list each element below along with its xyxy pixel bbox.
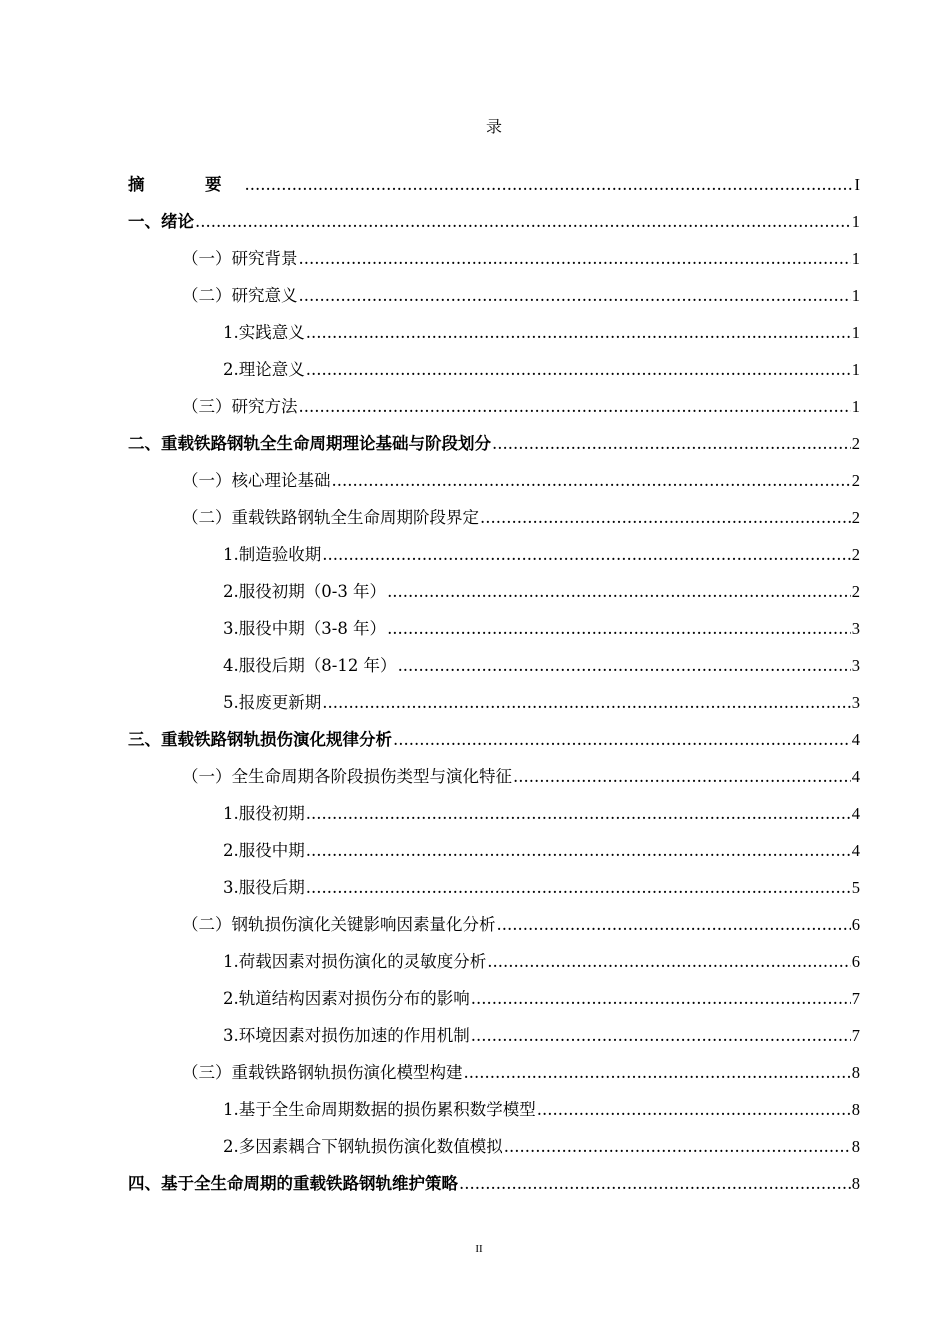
toc-entry[interactable] — [128, 980, 860, 1017]
toc-entry-label: 4.服役后期（8-12 年） — [223, 656, 397, 675]
toc-leader-dots — [299, 240, 851, 277]
toc-entry-label: 3.服役中期（3-8 年） — [223, 619, 387, 638]
toc-entry-label: 3.环境因素对损伤加速的作用机制 — [223, 1026, 470, 1045]
toc-entry-label: 1.服役初期 — [223, 804, 305, 823]
toc-entry-page: 6 — [851, 952, 860, 971]
toc-leader-dots — [464, 1054, 851, 1091]
toc-entry-page: 4 — [851, 804, 860, 823]
toc-entry-page: 2 — [851, 434, 860, 453]
toc-entry-page: 3 — [851, 656, 860, 675]
toc-entry[interactable] — [128, 1165, 860, 1202]
toc-entry-page: 3 — [851, 693, 860, 712]
toc-entry-page: 1 — [851, 286, 860, 305]
toc-entry[interactable] — [128, 388, 860, 425]
toc-entry-label: 一、绪论 — [128, 212, 194, 231]
toc-entry-page: 8 — [851, 1137, 860, 1156]
toc-entry[interactable] — [128, 610, 860, 647]
toc-entry-label: 5.报废更新期 — [223, 693, 322, 712]
toc-entry[interactable] — [128, 906, 860, 943]
toc-entry-page: 2 — [851, 582, 860, 601]
toc-entry-page: 1 — [851, 249, 860, 268]
toc-entry-label: （三）研究方法 — [182, 397, 298, 416]
toc-leader-dots — [393, 721, 851, 758]
table-of-contents — [128, 166, 860, 1202]
toc-entry[interactable] — [128, 721, 860, 758]
toc-leader-dots — [497, 906, 851, 943]
toc-leader-dots — [306, 314, 851, 351]
toc-entry[interactable] — [128, 943, 860, 980]
toc-entry-label: 2.轨道结构因素对损伤分布的影响 — [223, 989, 470, 1008]
toc-entry-label: 四、基于全生命周期的重载铁路钢轨维护策略 — [128, 1174, 458, 1193]
toc-entry[interactable] — [128, 1091, 860, 1128]
toc-leader-dots — [195, 203, 851, 240]
toc-entry[interactable] — [128, 869, 860, 906]
toc-entry-page: 1 — [851, 397, 860, 416]
toc-leader-dots — [459, 1165, 851, 1202]
toc-leader-dots — [299, 388, 851, 425]
toc-entry-label: （三）重载铁路钢轨损伤演化模型构建 — [182, 1063, 463, 1082]
toc-entry-label: （一）核心理论基础 — [182, 471, 331, 490]
toc-entry-label: （二）研究意义 — [182, 286, 298, 305]
toc-entry-label: （一）研究背景 — [182, 249, 298, 268]
toc-entry-page: 7 — [851, 1026, 860, 1045]
toc-entry[interactable] — [128, 1017, 860, 1054]
toc-entry-page: 2 — [851, 545, 860, 564]
toc-entry-label: 2.服役中期 — [223, 841, 305, 860]
toc-entry[interactable] — [128, 462, 860, 499]
toc-entry[interactable] — [128, 203, 860, 240]
toc-entry[interactable] — [128, 795, 860, 832]
toc-leader-dots — [398, 647, 851, 684]
toc-entry-label: 摘 要 — [128, 175, 244, 194]
toc-entry-page: 6 — [851, 915, 860, 934]
toc-entry-label: 2.理论意义 — [223, 360, 305, 379]
toc-leader-dots — [306, 795, 851, 832]
toc-leader-dots — [513, 758, 851, 795]
toc-entry-page: 1 — [851, 323, 860, 342]
page-number-footer: II — [475, 1243, 483, 1255]
toc-entry-label: 2.服役初期（0-3 年） — [223, 582, 387, 601]
toc-entry-label: 2.多因素耦合下钢轨损伤演化数值模拟 — [223, 1137, 503, 1156]
toc-entry-label: （二）钢轨损伤演化关键影响因素量化分析 — [182, 915, 496, 934]
toc-entry-label: （一）全生命周期各阶段损伤类型与演化特征 — [182, 767, 512, 786]
toc-leader-dots — [387, 573, 851, 610]
toc-entry-page: 2 — [851, 471, 860, 490]
toc-entry-page: 4 — [851, 841, 860, 860]
toc-entry[interactable] — [128, 499, 860, 536]
toc-entry[interactable] — [128, 684, 860, 721]
toc-leader-dots — [306, 869, 851, 906]
toc-entry[interactable] — [128, 351, 860, 388]
toc-leader-dots — [471, 980, 851, 1017]
toc-leader-dots — [492, 425, 851, 462]
toc-entry-page: 4 — [851, 730, 860, 749]
toc-entry[interactable] — [128, 240, 860, 277]
toc-entry[interactable] — [128, 1054, 860, 1091]
toc-entry-label: （二）重载铁路钢轨全生命周期阶段界定 — [182, 508, 479, 527]
toc-leader-dots — [387, 610, 851, 647]
toc-entry-page: 8 — [851, 1174, 860, 1193]
toc-entry[interactable] — [128, 536, 860, 573]
toc-entry-label: 三、重载铁路钢轨损伤演化规律分析 — [128, 730, 392, 749]
toc-leader-dots — [322, 684, 851, 721]
toc-entry[interactable] — [128, 166, 860, 203]
toc-entry-page: 3 — [851, 619, 860, 638]
toc-entry[interactable] — [128, 425, 860, 462]
page-title: 录 — [485, 117, 502, 136]
toc-entry-page: 4 — [851, 767, 860, 786]
toc-entry-label: 二、重载铁路钢轨全生命周期理论基础与阶段划分 — [128, 434, 491, 453]
toc-leader-dots — [332, 462, 851, 499]
toc-entry[interactable] — [128, 832, 860, 869]
toc-entry[interactable] — [128, 314, 860, 351]
toc-leader-dots — [537, 1091, 851, 1128]
toc-entry-page: 5 — [851, 878, 860, 897]
toc-entry-label: 1.荷载因素对损伤演化的灵敏度分析 — [223, 952, 487, 971]
toc-entry-label: 3.服役后期 — [223, 878, 305, 897]
toc-entry-page: 2 — [851, 508, 860, 527]
toc-entry[interactable] — [128, 758, 860, 795]
toc-entry[interactable] — [128, 1128, 860, 1165]
toc-entry[interactable] — [128, 573, 860, 610]
toc-entry-label: 1.实践意义 — [223, 323, 305, 342]
toc-leader-dots — [322, 536, 851, 573]
toc-entry[interactable] — [128, 647, 860, 684]
toc-entry-page: 7 — [851, 989, 860, 1008]
toc-entry-label: 1.基于全生命周期数据的损伤累积数学模型 — [223, 1100, 536, 1119]
toc-leader-dots — [299, 277, 851, 314]
toc-entry-page: I — [854, 175, 860, 194]
toc-entry[interactable] — [128, 277, 860, 314]
toc-entry-label: 1.制造验收期 — [223, 545, 322, 564]
toc-leader-dots — [480, 499, 851, 536]
toc-leader-dots — [306, 351, 851, 388]
toc-entry-page: 1 — [851, 212, 860, 231]
toc-entry-page: 8 — [851, 1100, 860, 1119]
toc-leader-dots — [487, 943, 851, 980]
toc-entry-page: 8 — [851, 1063, 860, 1082]
toc-leader-dots — [504, 1128, 851, 1165]
toc-entry-page: 1 — [851, 360, 860, 379]
toc-leader-dots — [306, 832, 851, 869]
toc-leader-dots — [245, 166, 854, 203]
toc-leader-dots — [471, 1017, 851, 1054]
